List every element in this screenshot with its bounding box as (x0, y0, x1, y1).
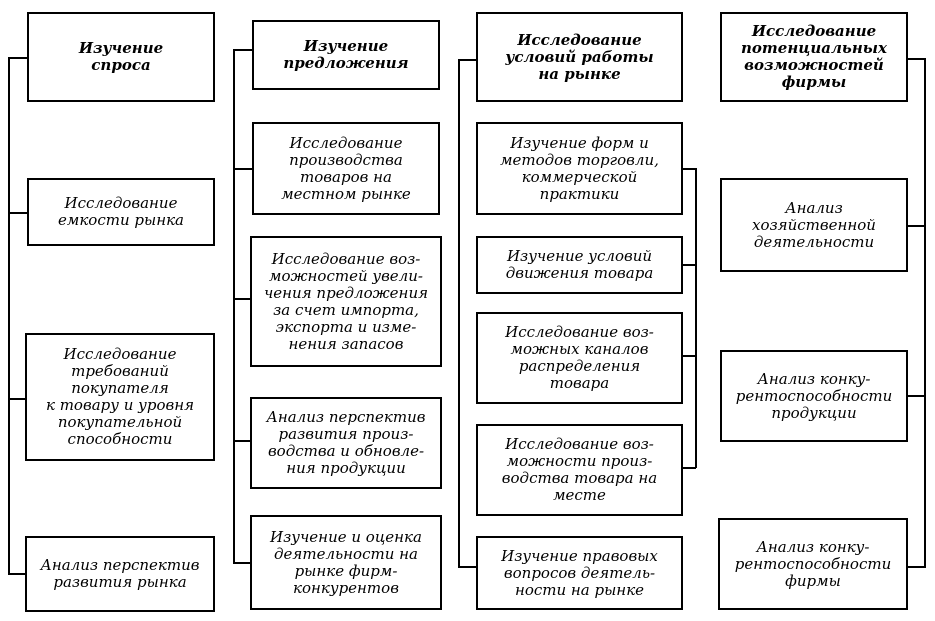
box-production-prospects: Анализ перспектив развития произ- водства и обновле- ния продукции (250, 397, 442, 489)
connector-line (924, 58, 926, 568)
box-buyer-requirements: Исследование требований покупателя к товару и уровня покупательной способности (25, 333, 215, 461)
connector-line (233, 49, 235, 563)
box-distribution-channels: Исследование воз- можных каналов распределения товара (476, 312, 683, 404)
connector-line (907, 58, 925, 60)
box-supply-increase: Исследование воз- можностей увели- чения предложения за счет импорта, экспорта и изме- нения запасов (250, 236, 442, 367)
connector-line (233, 168, 253, 170)
connector-line (8, 57, 10, 574)
connector-line (681, 355, 696, 357)
connector-line (907, 566, 925, 568)
connector-line (458, 566, 478, 568)
connector-line (458, 59, 478, 61)
box-economic-activity: Анализ хозяйственной деятельности (720, 178, 908, 272)
connector-line (695, 168, 697, 468)
box-competitor-evaluation: Изучение и оценка деятельности на рынке фирм- конкурентов (250, 515, 442, 610)
connector-line (8, 212, 28, 214)
connector-line (681, 264, 696, 266)
connector-line (681, 467, 696, 469)
connector-line (907, 395, 925, 397)
box-product-competitiveness: Анализ конку- рентоспособности продукции (720, 350, 908, 442)
box-firm-competitiveness: Анализ конку- рентоспособности фирмы (718, 518, 908, 610)
connector-line (907, 225, 925, 227)
connector-line (8, 57, 28, 59)
box-local-manufacturing: Исследование воз- можности произ- водства товара на месте (476, 424, 683, 516)
box-market-capacity: Исследование емкости рынка (27, 178, 215, 246)
box-legal-issues: Изучение правовых вопросов деятель- ности на рынке (476, 536, 683, 610)
connector-line (681, 168, 696, 170)
header-supply-study: Изучение предложения (252, 20, 440, 90)
connector-line (233, 49, 253, 51)
box-market-prospects: Анализ перспектив развития рынка (25, 536, 215, 612)
header-firm-potential: Исследование потенциальных возможностей фирмы (720, 12, 908, 102)
box-trade-forms: Изучение форм и методов торговли, коммерческой практики (476, 122, 683, 215)
box-goods-movement: Изучение условий движения товара (476, 236, 683, 294)
header-demand-study: Изучение спроса (27, 12, 215, 102)
box-local-production: Исследование производства товаров на местном рынке (252, 122, 440, 215)
connector-line (458, 59, 460, 567)
header-market-conditions: Исследование условий работы на рынке (476, 12, 683, 102)
